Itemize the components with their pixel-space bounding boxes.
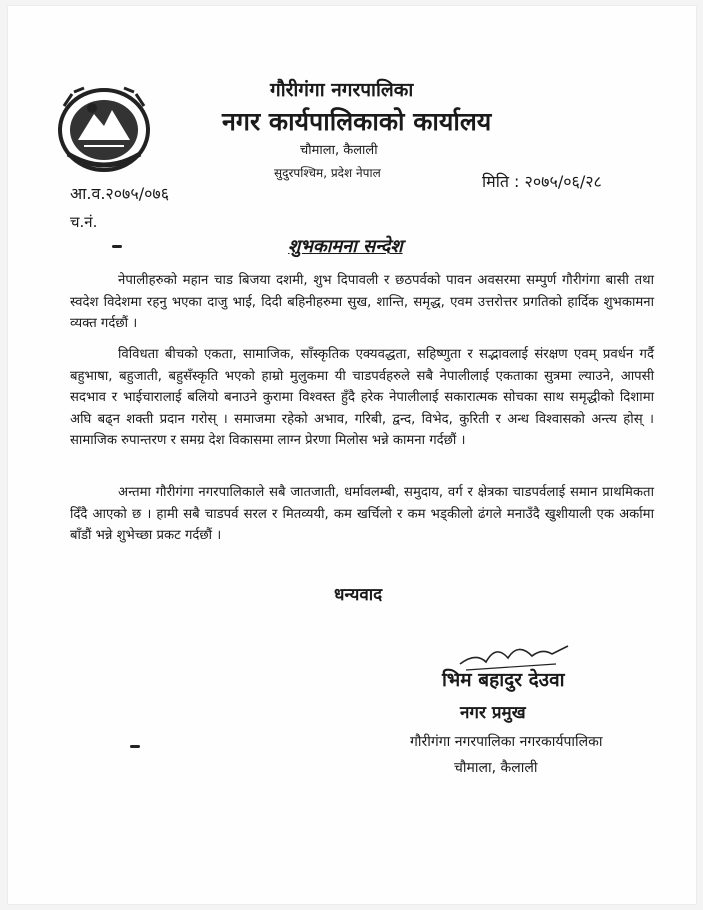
office-name: नगर कार्यपालिकाको कार्यालय (222, 107, 492, 136)
letter-subject: शुभकामना सन्देश (288, 236, 403, 257)
signatory-address: चौमाला, कैलाली (454, 760, 538, 776)
signatory-title: नगर प्रमुख (460, 703, 526, 723)
nepal-emblem-icon (54, 84, 154, 174)
office-location: चौमाला, कैलाली (300, 143, 378, 158)
letter-date: मिति : २०७५/०६/२८ (482, 172, 602, 191)
paragraph-2: विविधता बीचको एकता, सामाजिक, साँस्कृतिक एक्यवद्धता, सहिष्णुता र सद्भावलाई संरक्षण एवम् प्रवर्धन गर्दै बहुभाषा, बहुजाती, बहुसँस्कृति भएको हाम्रो मुलुकमा यी चाडपर्वहरुले सबै नेपालीलाई एकताका सुत्रमा ल्याउने, आपसी सदभाव र भाईचारालाई बलियो बनाउने कुरामा विश्वस्त हुँदै हरेक नेपालीलाई सकारात्मक सोचका साथ समृद्धीको दिशामा अघि बढ्न शक्ती प्रदान गरोस् । समाजमा रहेको अभाव, गरिबी, द्वन्द, विभेद, कुरिती र अन्ध विश्वासको अन्त्य होस् । सामाजिक रुपान्तरण र समग्र देश विकासमा लाग्न प्रेरणा मिलोस भन्ने कामना गर्दछौं । (70, 347, 654, 448)
signatory-organization: गौरीगंगा नगरपालिका नगरकार्यपालिका (410, 734, 603, 750)
punch-mark (130, 745, 140, 748)
punch-mark (112, 245, 122, 248)
paragraph-1: नेपालीहरुको महान चाड बिजया दशमी, शुभ दिपावली र छठपर्वको पावन अवसरमा सम्पुर्ण गौरीगंगा बासी तथा स्वदेश विदेशमा रहनु भएका दाजु भाई, दिदी बहिनीहरुमा सुख, शान्ति, समृद्ध, एवम उत्तरोत्तर प्रगतिको हार्दिक शुभकामना व्यक्त गर्दछौं । (70, 273, 654, 331)
office-province: सुदुरपश्चिम, प्रदेश नेपाल (274, 166, 381, 180)
paragraph-3: अन्तमा गौरीगंगा नगरपालिकाले सबै जातजाती, धर्मावलम्बी, समुदाय, वर्ग र क्षेत्रका चाडपर्वलाई समान प्राथमिकता दिँदै आएको छ । हामी सबै चाडपर्व सरल र मितव्ययी, कम खर्चिलो र कम भड्कीलो ढंगले मनाउँदै खुशीयाली एक अर्कामा बाँडौं भन्ने शुभेच्छा प्रकट गर्दछौं । (70, 485, 654, 543)
closing-thanks: धन्यवाद (334, 585, 383, 605)
municipality-name: गौरीगंगा नगरपालिका (270, 79, 414, 101)
reference-number: च.नं. (70, 213, 98, 231)
fiscal-year: आ.व.२०७५/०७६ (70, 184, 170, 203)
signatory-name: भिम बहादुर देउवा (442, 669, 565, 691)
